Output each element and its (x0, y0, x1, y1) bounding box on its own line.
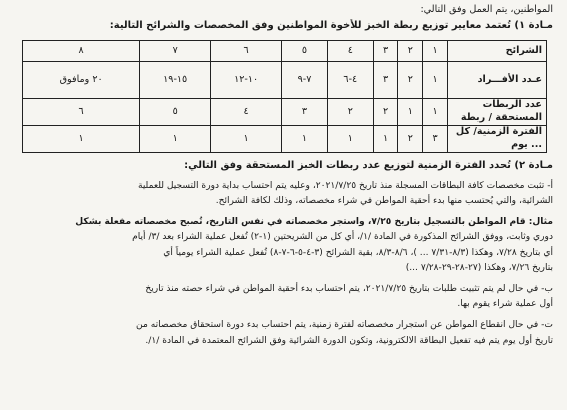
body-line-example: مثال: قام المواطن بالتسجيل بتاريخ ٧/٢٥، واستجر مخصصاته في نفس التاريخ، تُصبح مخصصاته مفعلة بشكل (75, 217, 553, 228)
members-cell: ٤-٦ (327, 62, 373, 99)
period-cell: ٣ (423, 126, 448, 153)
article-1-heading (10, 19, 553, 33)
period-cell: ١ (211, 126, 282, 153)
members-cell: ٢ (398, 62, 423, 99)
body-line: ب- في حال لم يتم تثبيت طلبات بتاريخ ٢٠٢١/٧/٢٥، يتم احتساب بدء أحقية المواطن في شراء حصته منذ تاريخ (145, 283, 553, 294)
segment-cell: ٣ (373, 41, 398, 62)
segment-cell: ٥ (282, 41, 328, 62)
bundles-cell: ٦ (23, 99, 140, 126)
row-header-members: عـدد الأفـــراد (448, 62, 547, 99)
document-body (10, 159, 553, 349)
article-1-label: مـادة ١) (514, 19, 553, 31)
bundles-cell: ١ (423, 99, 448, 126)
table-row-period (23, 126, 547, 153)
bundles-cell: ٢ (327, 99, 373, 126)
members-cell: ١ (423, 62, 448, 99)
body-line: الشرائية، والتي يُحتسب منها بدء أحقية المواطن في شراء مخصصاته، وذلك لكافة الشرائح. (215, 195, 553, 206)
bundles-cell: ٣ (282, 99, 328, 126)
period-cell: ١ (140, 126, 211, 153)
bundles-cell: ٥ (140, 99, 211, 126)
intro-line: المواطنين، يتم العمل وفق التالي: (420, 4, 553, 15)
segment-cell: ٢ (398, 41, 423, 62)
bundles-cell: ٤ (211, 99, 282, 126)
article-1-text: تُعتمد معايير توزيع ربطة الخبز للأخوة المواطنين وفق المخصصات والشرائح التالية: (109, 19, 511, 31)
table-row-bundles (23, 99, 547, 126)
period-cell: ١ (327, 126, 373, 153)
row-header-bundles: عدد الربطات المستحقة / ربطة (448, 99, 547, 126)
body-line: بتاريخ ٧/٢٦، وهكذا (٢٧-٢٨-٢٩-٧/٢٨ ...) (405, 262, 553, 273)
row-header-period: الفترة الزمنية/ كل ... يوم (448, 126, 547, 153)
period-cell: ١ (23, 126, 140, 153)
period-cell: ١ (282, 126, 328, 153)
body-line: أول عملية شراء يقوم بها. (457, 299, 553, 310)
table-row-members (23, 62, 547, 99)
members-cell: ١٥-١٩ (140, 62, 211, 99)
body-line: دوري وثابت، ووفق الشرائح المذكورة في المادة /١/، أي كل من الشريحتين (١-٢) تُفعل عملية الشراء بعد /٣/ أيام (132, 232, 553, 243)
segment-cell: ٤ (327, 41, 373, 62)
table-row-segments (23, 41, 547, 62)
distribution-table (22, 40, 547, 153)
body-line: أ- تثبت مخصصات كافة البطاقات المسجلة منذ تاريخ ٢٠٢١/٧/٢٥، وعليه يتم احتساب بداية دورة التسجيل للعملية (137, 180, 553, 191)
members-cell: ١٠-١٢ (211, 62, 282, 99)
body-line: ت- في حال انقطاع المواطن عن استجرار مخصصاته لفترة زمنية، يتم احتساب بدء دورة استحقاق مخصصاته من (136, 320, 553, 331)
row-header-segments: الشرائح (448, 41, 547, 62)
body-line: أي بتاريخ ٧/٢٨، وهكذا (٨/٣-٧/٣١ ... )، ٨/٦-٨/٣، بقية الشرائح (٣-٤-٥-٦-٧-٨) تُفعل عملية الشراء يومياً أي (163, 247, 553, 258)
members-cell: ٣ (373, 62, 398, 99)
period-cell: ١ (373, 126, 398, 153)
members-cell: ٢٠ ومافوق (23, 62, 140, 99)
bundles-cell: ١ (398, 99, 423, 126)
segment-cell: ٨ (23, 41, 140, 62)
article-2-label: مـادة ٢) (514, 160, 553, 172)
period-cell: ٢ (398, 126, 423, 153)
segment-cell: ١ (423, 41, 448, 62)
segment-cell: ٧ (140, 41, 211, 62)
body-line: تاريخ أول يوم يتم فيه تفعيل البطاقة الالكترونية، وتكون الدورة الشرائية وفق الشرائح المعتمدة في المادة /١/. (145, 335, 553, 346)
bundles-cell: ٢ (373, 99, 398, 126)
article-2-heading (10, 159, 553, 173)
members-cell: ٧-٩ (282, 62, 328, 99)
segment-cell: ٦ (211, 41, 282, 62)
article-2-text: تُحدد الفترة الزمنية لتوزيع عدد ربطات الخبز المستحقة وفق التالي: (184, 160, 511, 172)
